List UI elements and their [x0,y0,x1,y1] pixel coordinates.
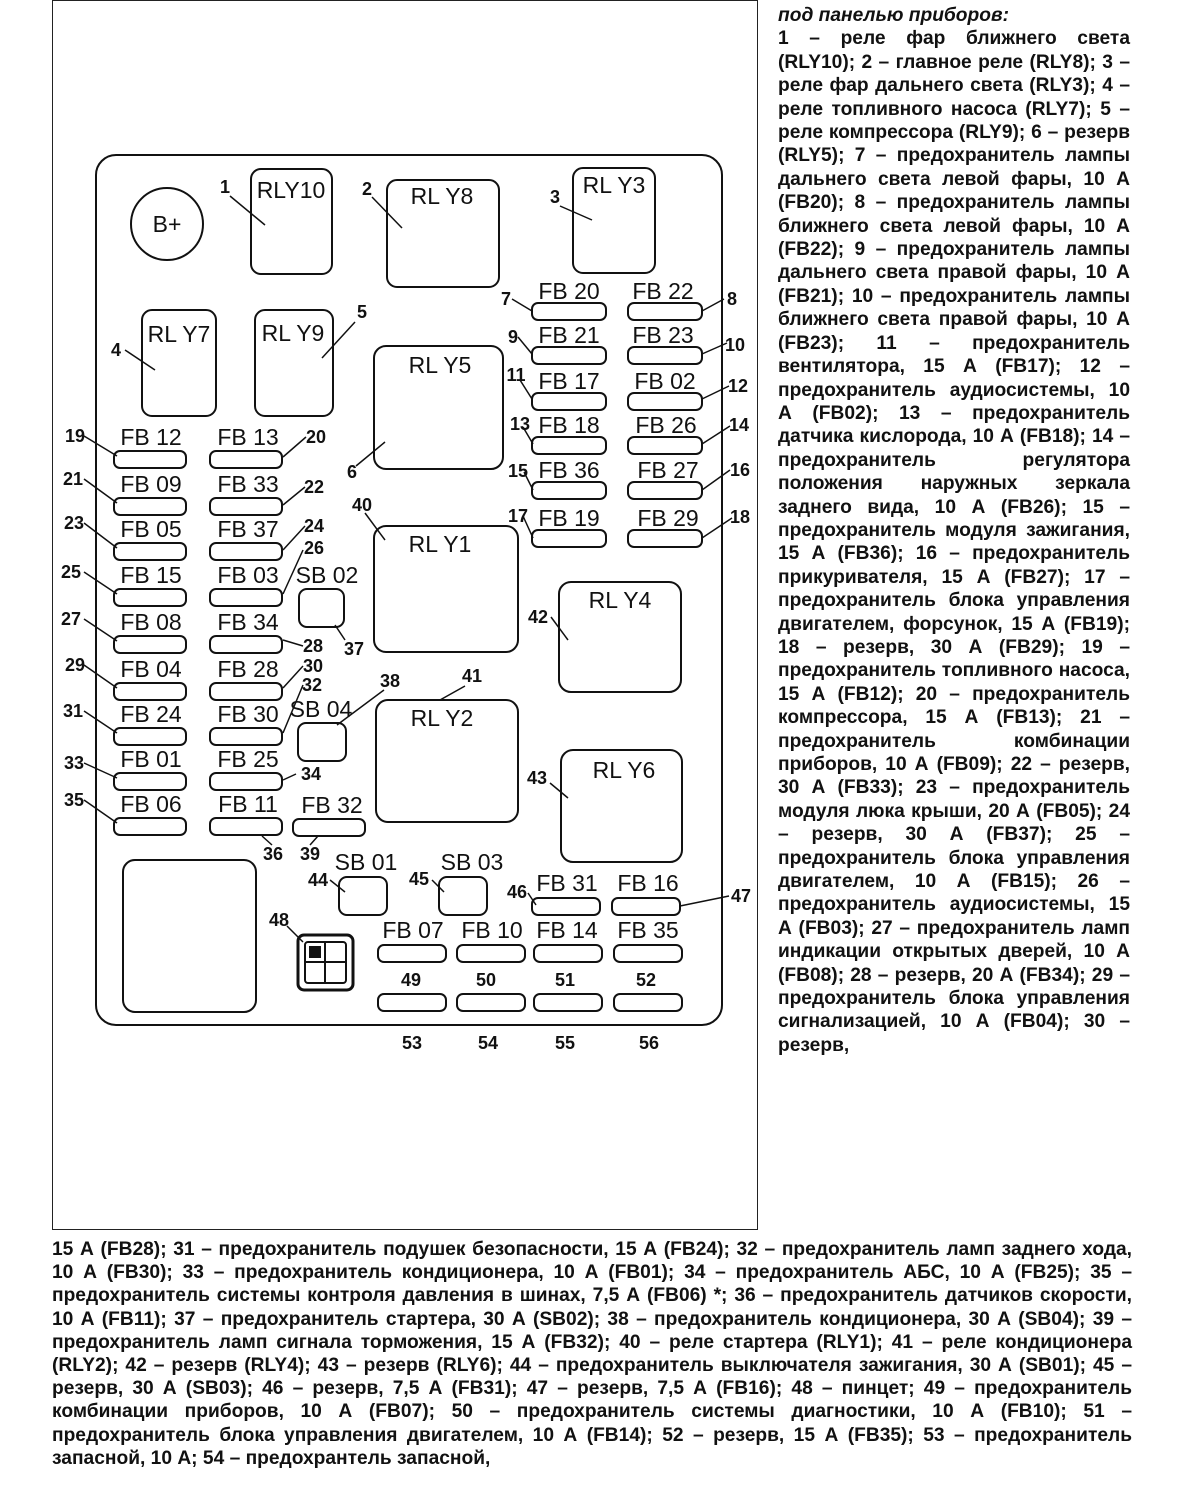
fuse-label: FB 25 [217,746,279,772]
fuse-label: FB 30 [217,701,279,727]
callout-number: 8 [726,289,738,309]
callout-number: 31 [62,701,84,721]
fuse [210,498,282,515]
callout-number: 9 [507,327,519,347]
relay-label: RL Y5 [408,352,472,378]
fuse [532,393,606,410]
fuse-label: FB 03 [217,562,279,588]
fuse-label: SB 03 [440,849,504,875]
fuse-label: FB 12 [120,424,182,450]
fuses-right [532,278,702,547]
fuse-puller-icon [298,935,353,990]
fuse-label: FB 19 [538,505,600,531]
callout-number: 16 [729,460,751,480]
legend-continuation: 15 А (FB28); 31 – предохранитель подушек безопасности, 15 А (FB24); 32 – предохранитель ламп заднего хода, 10 А (FB30); 33 – предохранитель кондиционера, 10 А (FB01); 34 – предохранитель АБС, 10 А (FB25); 35 – предохранитель системы контроля давления в шинах, 7,5 А (FB06) *; 36 – предохранитель датчиков скорости, 10 А (FB11); 37 – предохранитель стартера, 30 А (SB02); 38 – предохранитель кондиционера, 30 А (SB04); 39 – предохранитель ламп сигнала торможения, 15 А (FB32); 40 – реле стартера (RLY1); 41 – реле кондиционера (RLY2); 42 – резерв (RLY4); 43 – резерв (RLY6); 44 – предохранитель выключателя зажигания, 30 А (SB01); 45 – резерв, 30 А (SB03); 46 – резерв, 7,5 А (FB31); 47 – резерв, 7,5 А (FB16); 48 – пинцет; 49 – предохранитель комбинации приборов, 10 А (FB07); 50 – предохранитель системы диагностики, 10 А (FB10); 51 – предохранитель блока управления двигателем, 10 А (FB14); 52 – резерв, 15 А (FB35); 53 – предохранитель запасной, 10 А; 54 – предохрантель запасной, [52,1239,1132,1469]
callout-number: 32 [301,675,323,695]
relay-label: RL Y8 [410,183,474,209]
callout-number: 47 [730,886,752,906]
fuse [114,543,186,560]
callout-number: 42 [527,607,549,627]
callout-number: 13 [509,414,531,434]
fuse-label: FB 26 [635,412,697,438]
fuse [628,530,702,547]
callout-number: 54 [477,1033,499,1053]
callout-number: 24 [303,516,325,536]
fuse [614,994,682,1011]
fuse [628,393,702,410]
relay-label: RL Y3 [582,172,646,198]
callout-number: 40 [351,495,373,515]
spare-block [123,860,256,1012]
fuse-label: SB 02 [295,562,359,588]
callout-number: 22 [303,477,325,497]
fuse-label: FB 28 [217,656,279,682]
fuse-label: FB 16 [617,870,679,896]
fuse-label: FB 36 [538,457,600,483]
fuses-left [114,424,365,836]
fuse [210,728,282,745]
callout-number: 20 [305,427,327,447]
callout-number: 5 [356,302,368,322]
fuse [210,451,282,468]
fuse [210,636,282,653]
fuse-sb02 [299,589,344,627]
fuse-label: FB 13 [217,424,279,450]
callout-number: 17 [507,506,529,526]
fuse [210,543,282,560]
callout-number: 7 [500,289,512,309]
fuse-label: FB 15 [120,562,182,588]
fuse-sb04 [298,723,346,761]
fuse-sb03 [439,877,487,915]
callout-number: 12 [727,376,749,396]
fuse [210,589,282,606]
fuse-label: FB 06 [120,791,182,817]
callout-number: 41 [461,666,483,686]
fuse [114,498,186,515]
fuse-label: FB 34 [217,609,279,635]
relay-label: RL Y6 [592,757,656,783]
fuse [612,898,680,915]
fuse [378,994,446,1011]
fuse [114,636,186,653]
callout-number: 10 [724,335,746,355]
fuse-label: FB 22 [632,278,694,304]
fuse-label: FB 07 [382,917,444,943]
fuse-label: FB 37 [217,516,279,542]
callout-number: 44 [307,870,329,890]
callout-number: 15 [507,461,529,481]
fuse [114,818,186,835]
fuse-label: SB 04 [289,696,353,722]
fuse-label: FB 24 [120,701,182,727]
legend-title: под панелью приборов: [778,5,1009,26]
callout-number: 55 [554,1033,576,1053]
callout-number: 50 [475,970,497,990]
fuse [210,683,282,700]
fuse-label: FB 11 [218,791,278,817]
callout-number: 52 [635,970,657,990]
fuse-label: FB 29 [637,505,699,531]
fuse [114,773,186,790]
fuse [628,482,702,499]
fuse-label: FB 27 [637,457,699,483]
fuse-box-diagram [0,0,760,1100]
legend [778,4,1130,1057]
fuse [532,482,606,499]
callout-number: 2 [361,179,373,199]
fuse [293,819,365,836]
fuse [457,994,525,1011]
fuse-label: FB 21 [538,322,600,348]
callout-number: 27 [60,609,82,629]
callout-number: 36 [262,844,284,864]
relay-label: RL Y7 [147,321,211,347]
relay-label: RL Y9 [261,320,325,346]
fuse-label: FB 02 [634,368,696,394]
fuse [532,530,606,547]
battery-terminal-label: B+ [152,211,182,237]
callout-number: 11 [506,365,526,385]
fuse [534,994,602,1011]
callout-number: 30 [302,656,324,676]
callout-number: 21 [62,469,84,489]
relay-label: RL Y4 [588,587,652,613]
callout-number: 53 [401,1033,423,1053]
fuse-label: FB 14 [536,917,598,943]
fuse [532,437,606,454]
fuse [628,437,702,454]
callout-number: 56 [638,1033,660,1053]
fuse [534,945,602,962]
callout-number: 37 [343,639,365,659]
callout-number: 3 [549,187,561,207]
fuse [532,347,606,364]
callout-number: 35 [63,790,85,810]
callout-number: 38 [379,671,401,691]
callout-number: 26 [303,538,325,558]
fuse-label: FB 23 [632,322,694,348]
fuse [210,818,282,835]
callout-number: 46 [506,882,528,902]
relay-label: RLY10 [256,177,326,203]
fuse-label: FB 05 [120,516,182,542]
fuse [210,773,282,790]
fuse-label: FB 31 [536,870,598,896]
fuse [628,303,702,320]
callout-number: 34 [300,764,322,784]
relay-label: RL Y1 [408,531,472,557]
callout-number: 25 [60,562,82,582]
callout-number: 4 [110,340,122,360]
fuse [114,728,186,745]
fuse [532,898,600,915]
fuse-label: FB 17 [538,368,600,394]
fuse-label: SB 01 [334,849,398,875]
fuse-label: FB 18 [538,412,600,438]
callout-number: 33 [63,753,85,773]
fuse-label: FB 09 [120,471,182,497]
fuse-label: FB 04 [120,656,182,682]
fuse [114,683,186,700]
callout-number: 18 [729,507,751,527]
fuse [114,589,186,606]
callout-number: 51 [554,970,576,990]
callout-number: 45 [408,869,430,889]
callout-number: 29 [64,655,86,675]
fuse-label: FB 01 [120,746,182,772]
fuse [532,303,606,320]
fuse-label: FB 33 [217,471,279,497]
callout-number: 48 [268,910,290,930]
callout-number: 6 [346,462,358,482]
callout-number: 28 [302,636,324,656]
callout-number: 1 [219,177,231,197]
fuse [614,945,682,962]
callout-number: 19 [64,426,86,446]
fuse [114,451,186,468]
fuse-label: FB 20 [538,278,600,304]
fuse-label: FB 08 [120,609,182,635]
callout-number: 49 [400,970,422,990]
fuse [628,347,702,364]
square-fuses [290,562,504,915]
fuse-label: FB 35 [617,917,679,943]
fuse [378,945,446,962]
legend-text: 1 – реле фар ближнего света (RLY10); 2 – главное реле (RLY8); 3 – реле фар дальнего света (RLY3); 4 – реле топливного насоса (RLY7); 5 – реле компрессора (RLY9); 6 – резерв (RLY5); 7 – предохранитель лампы дальнего света левой фары, 10 А (FB20); 8 – предохранитель лампы ближнего света левой фары, 10 А (FB22); 9 – предохранитель лампы дальнего света правой фары, 10 А (FB21); 10 – предохранитель лампы ближнего света правой фары, 10 А (FB23); 11 – предохранитель вентилятора, 15 А (FB17); 12 – предохранитель аудиосистемы, 10 А (FB02); 13 – предохранитель датчика кислорода, 10 А (FB18); 14 – предохранитель регулятора положения наружных зеркала заднего вида, 10 А (FB26); 15 – предохранитель модуля зажигания, 15 А (FB36); 16 – предохранитель прикуривателя, 15 А (FB27); 17 – предохранитель блока управления двигателем, форсунок, 15 А (FB19); 18 – резерв, 30 А (FB29); 19 – предохранитель топливного насоса, 15 А (FB12); 20 – предохранитель компрессора, 15 А (FB13); 21 – предохранитель комбинации приборов, 10 А (FB09); 22 – резерв, 30 А (FB33); 23 – предохранитель модуля люка крыши, 20 А (FB05); 24 – резерв, 30 А (FB37); 25 – предохранитель блока управления двигателем, 10 А (FB15); 26 – предохранитель аудиосистемы, 15 А (FB03); 27 – предохранитель ламп индикации открытых дверей, 10 А (FB08); 28 – резерв, 20 А (FB34); 29 – предохранитель блока управления сигнализацией, 10 А (FB04); 30 – резерв, [778,28,1130,1056]
callout-number: 43 [526,768,548,788]
fuse-sb01 [339,877,387,915]
callout-number: 39 [299,844,321,864]
relay-label: RL Y2 [410,705,474,731]
fuse-label: FB 10 [461,917,523,943]
fuse [457,945,525,962]
callout-number: 14 [728,415,750,435]
callout-number: 23 [63,513,85,533]
fuse-label: FB 32 [301,792,363,818]
